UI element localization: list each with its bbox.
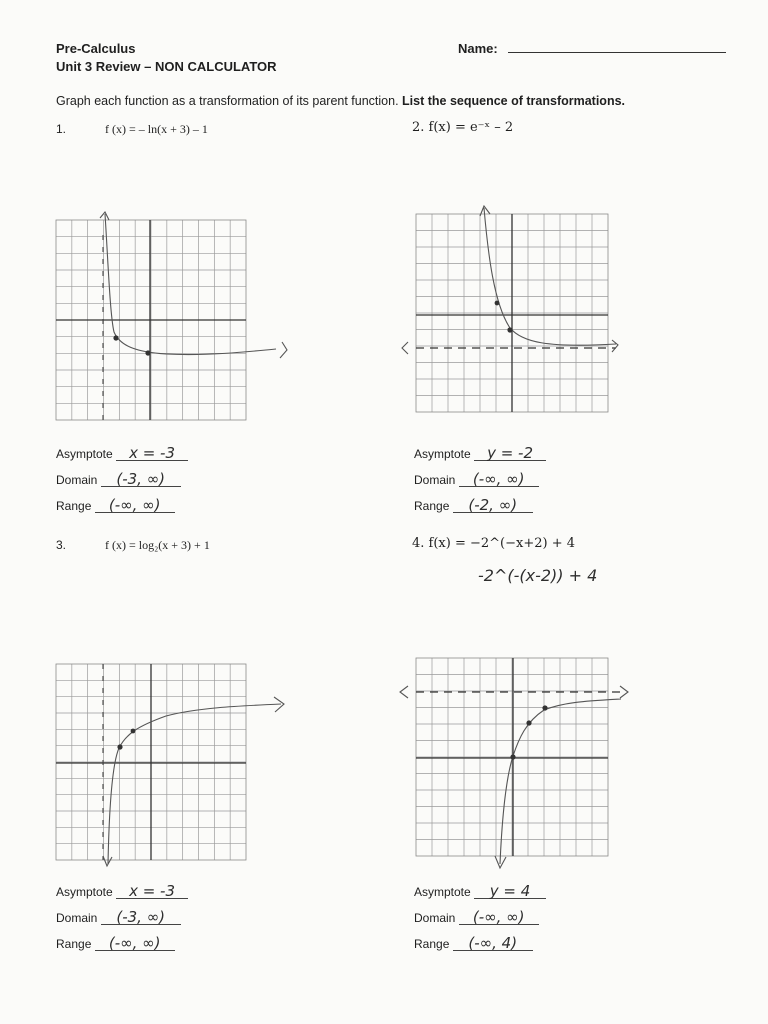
problem-4-work: -2^(-(x-2)) + 4 <box>478 566 598 585</box>
range-label: Range <box>56 937 92 951</box>
problem-3-number: 3. <box>56 538 67 552</box>
asymptote-label: Asymptote <box>56 447 113 461</box>
asymptote-answer[interactable]: x = -3 <box>116 882 188 899</box>
unit-title: Unit 3 Review – NON CALCULATOR <box>56 59 277 74</box>
problem-1-graph <box>56 220 246 420</box>
point-marker <box>117 744 122 749</box>
arrow-right-icon <box>620 686 628 698</box>
asymptote-label: Asymptote <box>414 447 471 461</box>
problem-1-asymptote-row <box>56 444 188 461</box>
arrow-right-icon <box>280 342 287 358</box>
arrow-up-icon <box>100 212 109 220</box>
range-label: Range <box>414 937 450 951</box>
problem-1-range-row <box>56 496 175 513</box>
instructions <box>56 94 625 108</box>
domain-label: Domain <box>56 473 98 487</box>
domain-answer[interactable]: (-3, ∞) <box>101 908 181 925</box>
range-label: Range <box>56 499 92 513</box>
asymptote-answer[interactable]: x = -3 <box>116 444 188 461</box>
range-label: Range <box>414 499 450 513</box>
asymptote-label: Asymptote <box>414 885 471 899</box>
point-marker <box>526 720 531 725</box>
problem-4-number: 4. <box>412 536 425 551</box>
point-marker <box>507 327 512 332</box>
domain-answer[interactable]: (-3, ∞) <box>101 470 181 487</box>
instructions-main: Graph each function as a transformation of its parent function. <box>56 94 399 108</box>
course-title: Pre-Calculus <box>56 41 136 56</box>
problem-2-function: f(x) = e⁻ˣ – 2 <box>428 120 514 135</box>
range-answer[interactable]: (-2, ∞) <box>453 496 533 513</box>
problem-1-header <box>56 122 208 137</box>
problem-2-range-row <box>414 496 533 513</box>
problem-4-asymptote-row <box>414 882 546 899</box>
problem-2-graph <box>416 214 608 412</box>
function-curve <box>484 208 616 345</box>
arrow-left-icon <box>400 686 408 698</box>
range-answer[interactable]: (-∞, ∞) <box>95 934 175 951</box>
asymptote-answer[interactable]: y = 4 <box>474 882 546 899</box>
problem-4-graph <box>416 658 608 856</box>
domain-answer[interactable]: (-∞, ∞) <box>459 908 539 925</box>
point-marker <box>510 754 515 759</box>
problem-3-asymptote-row <box>56 882 188 899</box>
asymptote-answer[interactable]: y = -2 <box>474 444 546 461</box>
point-marker <box>495 301 500 306</box>
point-marker <box>145 350 150 355</box>
problem-2-number: 2. <box>412 120 425 135</box>
instructions-bold: List the sequence of transformations. <box>402 94 626 108</box>
arrow-left-icon <box>402 342 408 354</box>
function-curve <box>105 214 276 355</box>
domain-label: Domain <box>414 911 456 925</box>
problem-3-header <box>56 538 210 553</box>
point-marker <box>113 335 118 340</box>
problem-4-domain-row <box>414 908 539 925</box>
problem-1-number: 1. <box>56 122 67 136</box>
problem-3-function: f (x) = log₂(x + 3) + 1 <box>105 538 210 552</box>
problem-3-range-row <box>56 934 175 951</box>
arrow-right-icon <box>612 340 618 352</box>
name-field[interactable] <box>508 52 726 53</box>
name-label: Name: <box>458 41 498 56</box>
problem-2-header <box>412 120 513 135</box>
problem-2-domain-row <box>414 470 539 487</box>
problem-1-function: f (x) = – ln(x + 3) – 1 <box>105 122 208 136</box>
problem-4-function: f(x) = −2^(−x+2) + 4 <box>428 536 576 551</box>
domain-label: Domain <box>56 911 98 925</box>
asymptote-label: Asymptote <box>56 885 113 899</box>
range-answer[interactable]: (-∞, ∞) <box>95 496 175 513</box>
problem-1-domain-row <box>56 470 181 487</box>
function-curve <box>108 704 281 864</box>
domain-label: Domain <box>414 473 456 487</box>
point-marker <box>131 729 136 734</box>
range-answer[interactable]: (-∞, 4) <box>453 934 533 951</box>
problem-4-range-row <box>414 934 533 951</box>
problem-3-graph <box>56 664 246 860</box>
problem-3-domain-row <box>56 908 181 925</box>
domain-answer[interactable]: (-∞, ∞) <box>459 470 539 487</box>
problem-2-asymptote-row <box>414 444 546 461</box>
arrow-down-icon <box>103 856 112 866</box>
problem-4-header <box>412 536 575 551</box>
point-marker <box>542 705 547 710</box>
